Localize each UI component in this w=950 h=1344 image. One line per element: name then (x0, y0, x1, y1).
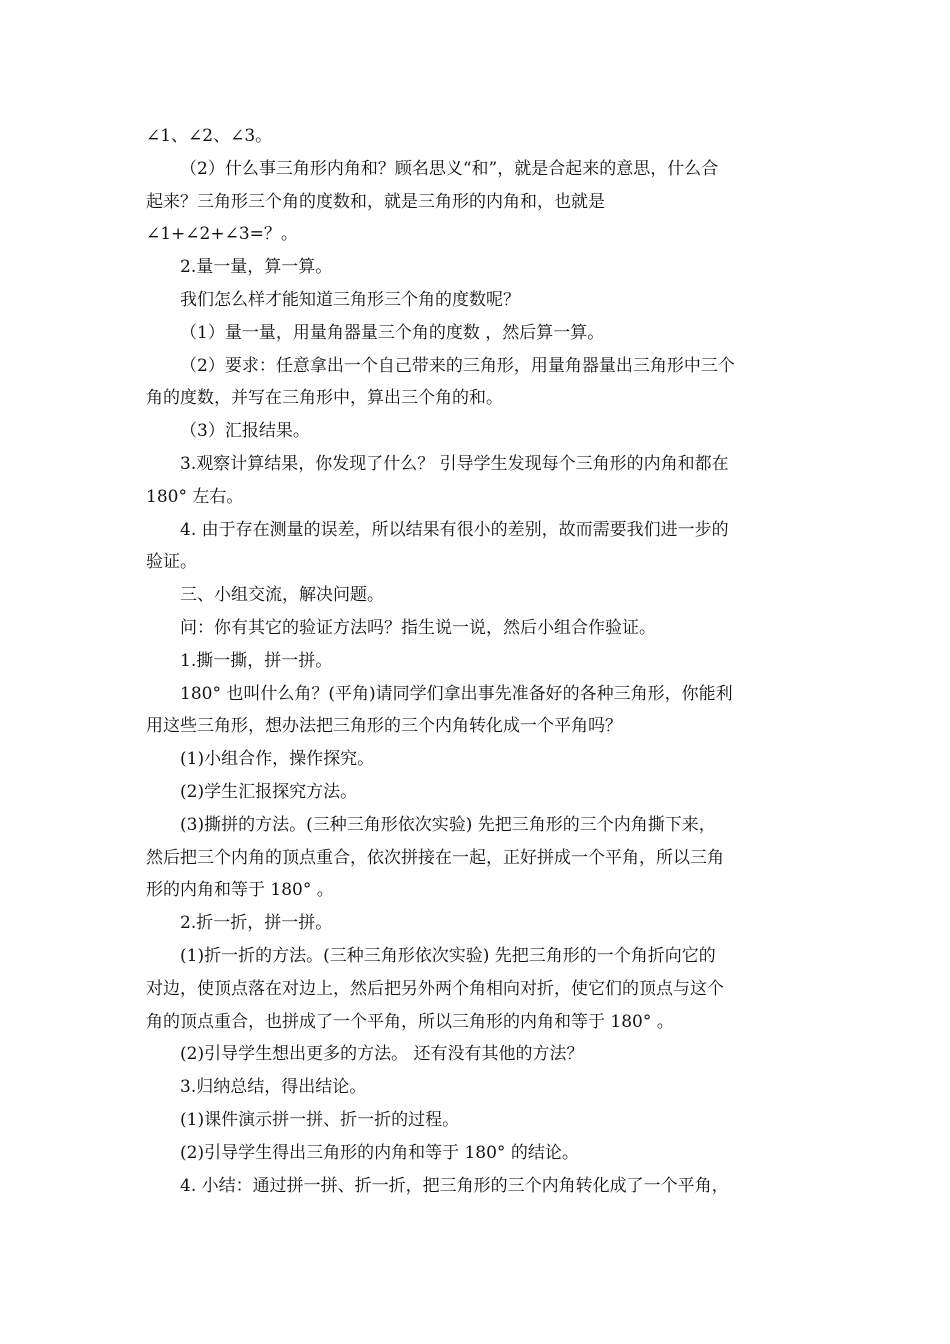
text-line: 我们怎么样才能知道三角形三个角的度数呢？ (180, 289, 520, 310)
text-line: 起来？三角形三个角的度数和，就是三角形的内角和，也就是 (146, 191, 605, 212)
text-line: (2)学生汇报探究方法。 (180, 781, 358, 802)
text-line: 4. 由于存在测量的误差，所以结果有很小的差别，故而需要我们进一步的 (180, 519, 729, 540)
text-line: （3）汇报结果。 (180, 421, 310, 442)
text-line: 3.归纳总结，得出结论。 (180, 1077, 367, 1098)
text-line: 2.量一量，算一算。 (180, 257, 333, 278)
text-line: 1.撕一撕，拼一拼。 (180, 650, 333, 671)
document-body (146, 120, 810, 1202)
text-line: (2)引导学生得出三角形的内角和等于 180° 的结论。 (180, 1142, 579, 1163)
text-line: 3.观察计算结果，你发现了什么？ 引导学生发现每个三角形的内角和都在 (180, 453, 729, 474)
text-line: 三、小组交流，解决问题。 (180, 585, 384, 606)
text-line: 180° 也叫什么角？(平角)请同学们拿出事先准备好的各种三角形，你能利 (180, 683, 733, 704)
text-line: 然后把三个内角的顶点重合，依次拼接在一起，正好拼成一个平角，所以三角 (146, 847, 724, 868)
text-line: （1）量一量，用量角器量三个角的度数 ，然后算一算。 (180, 322, 605, 343)
text-line: 对边，使顶点落在对边上，然后把另外两个角相向对折，使它们的顶点与这个 (146, 978, 724, 999)
text-line: 2.折一折，拼一拼。 (180, 913, 333, 934)
text-line: 180° 左右。 (146, 486, 244, 507)
text-line: (2)引导学生想出更多的方法。 还有没有其他的方法？ (180, 1044, 584, 1065)
text-line: (1)小组合作，操作探究。 (180, 749, 375, 770)
text-line: 形的内角和等于 180° 。 (146, 880, 334, 901)
text-line: ∠1、∠2、∠3。 (146, 126, 273, 146)
text-line: (1)课件演示拼一拼、折一折的过程。 (180, 1109, 460, 1130)
text-line: 验证。 (146, 552, 197, 573)
text-line: （2）什么事三角形内角和？顾名思义“和”，就是合起来的意思，什么合 (180, 158, 719, 179)
text-line: 角的顶点重合，也拼成了一个平角，所以三角形的内角和等于 180° 。 (146, 1011, 674, 1032)
text-line: 4. 小结：通过拼一拼、折一折，把三角形的三个内角转化成了一个平角， (180, 1175, 729, 1196)
text-line: 角的度数，并写在三角形中，算出三个角的和。 (146, 388, 503, 409)
text-line: ∠1+∠2+∠3=？。 (146, 224, 298, 245)
text-line: （2）要求：任意拿出一个自己带来的三角形，用量角器量出三角形中三个 (180, 355, 735, 376)
text-line: (1)折一折的方法。(三种三角形依次实验) 先把三角形的一个角折向它的 (180, 945, 716, 966)
text-line: (3)撕拼的方法。(三种三角形依次实验) 先把三角形的三个内角撕下来， (180, 814, 716, 835)
text-line: 问：你有其它的验证方法吗？指生说一说，然后小组合作验证。 (180, 617, 656, 638)
text-line: 用这些三角形，想办法把三角形的三个内角转化成一个平角吗？ (146, 716, 622, 737)
